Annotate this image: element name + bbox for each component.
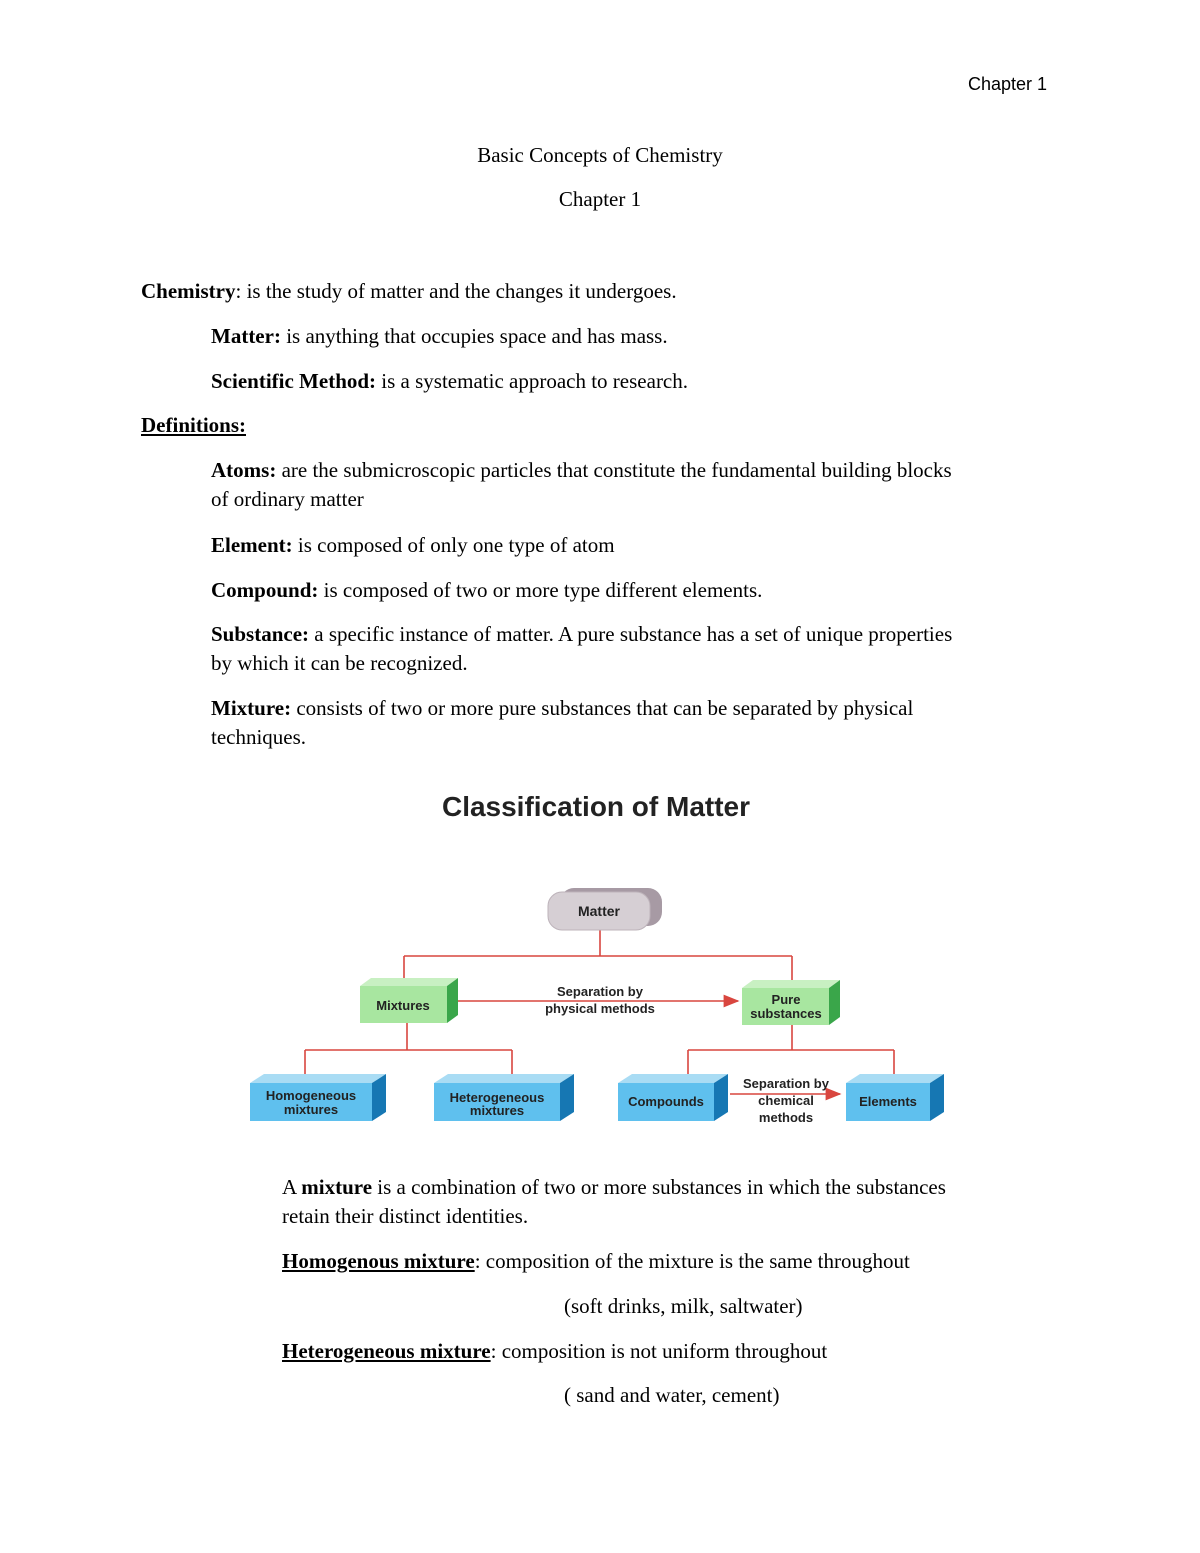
- matter-label: Matter: [577, 903, 621, 919]
- pure-label-line2: substances: [750, 1006, 822, 1021]
- mixture-explanation-pre: A: [282, 1175, 302, 1199]
- heterogeneous-term: Heterogeneous mixture: [282, 1339, 491, 1363]
- mixture-text-cont: techniques.: [211, 725, 307, 749]
- diagram-title: Classification of Matter: [441, 791, 751, 822]
- heterogeneous-label-line1: Heterogeneous: [449, 1090, 545, 1105]
- compounds-node: [618, 1074, 728, 1121]
- mixture-explanation-text-cont: retain their distinct identities.: [282, 1204, 529, 1228]
- pure-label-line1: Pure: [771, 992, 801, 1007]
- chemistry-text: : is the study of matter and the changes it undergoes.: [235, 279, 677, 303]
- compound-definition: [211, 576, 762, 605]
- atoms-text-cont: of ordinary matter: [211, 487, 364, 511]
- heterogeneous-node: [434, 1074, 574, 1121]
- matter-node: [548, 888, 662, 930]
- atoms-term: Atoms:: [211, 458, 277, 482]
- substance-term: Substance:: [211, 622, 310, 646]
- mixture-text: consists of two or more pure substances that can be separated by physical: [291, 696, 914, 720]
- physical-separation-line1: Separation by: [557, 984, 643, 999]
- chemical-separation-line2: chemical: [758, 1093, 814, 1108]
- homogenous-definition: [282, 1247, 910, 1276]
- matter-term: Matter:: [211, 324, 281, 348]
- element-definition: [211, 531, 615, 560]
- mixtures-node: [360, 978, 458, 1023]
- matter-definition: [211, 322, 668, 351]
- homogenous-text: : composition of the mixture is the same throughout: [474, 1249, 910, 1273]
- homogeneous-label-line1: Homogeneous: [265, 1088, 357, 1103]
- compound-term: Compound:: [211, 578, 319, 602]
- pure-substances-node: [742, 980, 840, 1025]
- classification-of-matter-diagram: [230, 780, 970, 1130]
- atoms-definition: [211, 456, 952, 514]
- atoms-text: are the submicroscopic particles that constitute the fundamental building blocks: [276, 458, 952, 482]
- element-text: is composed of only one type of atom: [292, 533, 615, 557]
- physical-separation-line2: physical methods: [545, 1001, 655, 1016]
- heterogeneous-text: : composition is not uniform throughout: [490, 1339, 828, 1363]
- running-header: Chapter 1: [968, 74, 1048, 94]
- chemistry-term: Chemistry: [141, 279, 236, 303]
- element-term: Element:: [211, 533, 293, 557]
- chemistry-definition: [141, 277, 677, 306]
- scientific-method-definition: [211, 367, 688, 396]
- chemical-separation-line3: methods: [758, 1110, 814, 1125]
- mixtures-label: Mixtures: [376, 998, 430, 1013]
- chemical-separation-line1: Separation by: [743, 1076, 829, 1091]
- mixture-explanation-term: mixture: [301, 1175, 373, 1199]
- homogenous-examples: (soft drinks, milk, saltwater): [564, 1294, 803, 1318]
- mixture-explanation-text: is a combination of two or more substances in which the substances: [372, 1175, 946, 1199]
- substance-definition: [211, 620, 952, 678]
- definitions-heading: [141, 411, 246, 440]
- heterogeneous-label-line2: mixtures: [469, 1103, 525, 1118]
- definitions-heading-text: Definitions:: [141, 413, 246, 437]
- mixture-explanation: [282, 1173, 946, 1231]
- document-subtitle: Chapter 1: [558, 187, 642, 211]
- heterogeneous-examples: ( sand and water, cement): [564, 1383, 780, 1407]
- homogeneous-node: [250, 1074, 386, 1121]
- heterogeneous-definition: [282, 1337, 827, 1366]
- scientific-method-term: Scientific Method:: [211, 369, 377, 393]
- substance-text-cont: by which it can be recognized.: [211, 651, 468, 675]
- substance-text: a specific instance of matter. A pure substance has a set of unique properties: [309, 622, 953, 646]
- compounds-label: Compounds: [628, 1094, 704, 1109]
- compound-text: is composed of two or more type different elements.: [318, 578, 763, 602]
- homogeneous-label-line2: mixtures: [283, 1102, 339, 1117]
- scientific-method-text: is a systematic approach to research.: [376, 369, 689, 393]
- mixture-definition: [211, 694, 913, 752]
- homogenous-term: Homogenous mixture: [282, 1249, 475, 1273]
- document-title: Basic Concepts of Chemistry: [477, 143, 723, 167]
- mixture-term: Mixture:: [211, 696, 292, 720]
- elements-label: Elements: [859, 1094, 917, 1109]
- elements-node: [846, 1074, 944, 1121]
- matter-text: is anything that occupies space and has mass.: [280, 324, 668, 348]
